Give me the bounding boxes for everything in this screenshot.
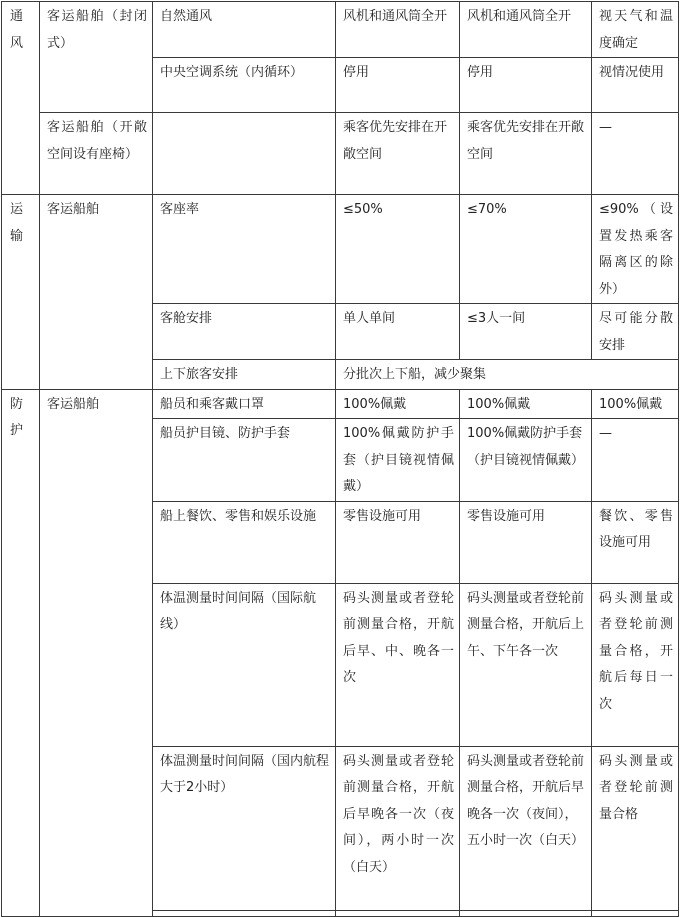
value-cell: 码头测量或者登轮前测量合格，开航后早晚各一次（夜间），两小时一次（白天） — [336, 746, 460, 910]
value-cell: 餐饮、零售设施可用 — [592, 501, 679, 583]
value-cell: 零售设施可用 — [336, 501, 460, 583]
category-cell: 通风 — [2, 2, 40, 195]
measures-table — [1, 1, 679, 917]
value-cell: — — [592, 419, 679, 502]
value-cell: — — [592, 113, 679, 195]
item-cell: 客座率 — [153, 195, 336, 304]
value-cell — [592, 910, 679, 916]
item-cell: 体温测量时间间隔（国际航线） — [153, 583, 336, 746]
table-row — [2, 389, 679, 419]
value-cell: 视情况使用 — [592, 58, 679, 113]
table-row — [2, 195, 679, 304]
value-cell: 视天气和温度确定 — [592, 2, 679, 58]
item-cell: 中央空调系统（内循环） — [153, 58, 336, 113]
item-cell: 船上餐饮、零售和娱乐设施 — [153, 501, 336, 583]
value-cell: 风机和通风筒全开 — [460, 2, 592, 58]
merged-value-cell: 分批次上下船，减少聚集 — [336, 360, 679, 390]
value-cell: ≤50% — [336, 195, 460, 304]
item-cell — [153, 113, 336, 195]
value-cell: ≤3人一间 — [460, 304, 592, 360]
item-cell: 体温测量时间间隔（国内航程大于2小时） — [153, 746, 336, 910]
category-cell: 运输 — [2, 195, 40, 390]
value-cell — [460, 910, 592, 916]
vessel-type-cell: 客运船舶（封闭式） — [40, 2, 153, 113]
value-cell: 码头测量或者登轮前测量合格，开航后早晚各一次（夜间），五小时一次（白天） — [460, 746, 592, 910]
vessel-type-cell: 客运船舶 — [40, 389, 153, 916]
value-cell: 码头测量或者登轮前测量合格，开航后每日一次 — [592, 583, 679, 746]
value-cell: ≤70% — [460, 195, 592, 304]
table-row — [2, 113, 679, 195]
vessel-type-cell: 客运船舶（开敞空间设有座椅） — [40, 113, 153, 195]
value-cell: 100%佩戴 — [592, 389, 679, 419]
value-cell: 码头测量或者登轮前测量合格，开航后早、中、晚各一次 — [336, 583, 460, 746]
item-cell: 船员和乘客戴口罩 — [153, 389, 336, 419]
value-cell: 尽可能分散安排 — [592, 304, 679, 360]
item-cell: 客舱安排 — [153, 304, 336, 360]
value-cell: 停用 — [460, 58, 592, 113]
value-cell — [336, 910, 460, 916]
item-cell — [153, 910, 336, 916]
value-cell: 零售设施可用 — [460, 501, 592, 583]
table-row — [2, 2, 679, 58]
value-cell: 风机和通风筒全开 — [336, 2, 460, 58]
value-cell: 100%佩戴防护手套（护目镜视情佩戴） — [336, 419, 460, 502]
item-cell: 上下旅客安排 — [153, 360, 336, 390]
value-cell: 100%佩戴 — [460, 389, 592, 419]
value-cell: ≤90%（设置发热乘客隔离区的除外） — [592, 195, 679, 304]
category-cell: 防护 — [2, 389, 40, 916]
value-cell: 乘客优先安排在开敞空间 — [460, 113, 592, 195]
value-cell: 100%佩戴 — [336, 389, 460, 419]
value-cell: 乘客优先安排在开敞空间 — [336, 113, 460, 195]
value-cell: 停用 — [336, 58, 460, 113]
item-cell: 自然通风 — [153, 2, 336, 58]
value-cell: 码头测量或者登轮前测量合格 — [592, 746, 679, 910]
value-cell: 单人单间 — [336, 304, 460, 360]
value-cell: 码头测量或者登轮前测量合格，开航后上午、下午各一次 — [460, 583, 592, 746]
value-cell: 100%佩戴防护手套（护目镜视情佩戴） — [460, 419, 592, 502]
vessel-type-cell: 客运船舶 — [40, 195, 153, 390]
item-cell: 船员护目镜、防护手套 — [153, 419, 336, 502]
